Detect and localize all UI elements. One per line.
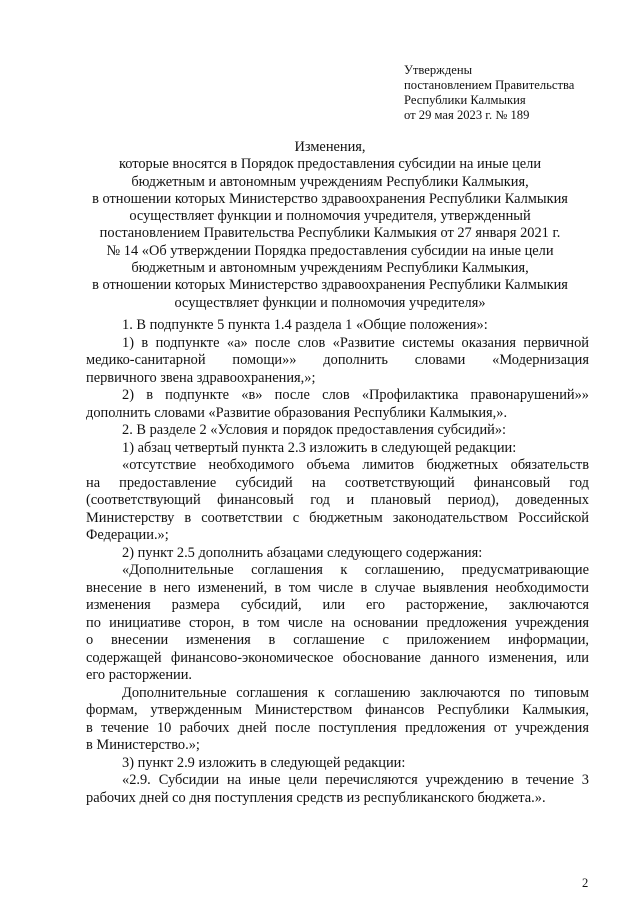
body-line: на предоставление субсидий на соответствующий финансовый год <box>86 474 589 491</box>
document-body <box>86 317 589 807</box>
body-line: Федерации.»; <box>86 527 169 543</box>
body-line: 3) пункт 2.9 изложить в следующей редакции: <box>122 754 406 771</box>
body-line: 2) в подпункте «в» после слов «Профилактика правонарушений»» <box>122 387 589 403</box>
body-line: медико-санитарной помощи»» дополнить словами «Модернизация <box>86 352 589 368</box>
document-title <box>80 139 580 312</box>
body-line: Дополнительные соглашения к соглашению заключаются по типовым <box>122 684 589 701</box>
body-line: 2) пункт 2.5 дополнить абзацами следующего содержания: <box>122 544 483 561</box>
body-line: дополнить словами «Развитие образования Республики Калмыкия,». <box>86 404 508 421</box>
title-line: № 14 «Об утверждении Порядка предоставления субсидии на иные цели <box>106 242 554 259</box>
body-line: 1) абзац четвертый пункта 2.3 изложить в следующей редакции: <box>122 439 517 456</box>
approval-line: постановлением Правительства <box>404 78 575 92</box>
body-line: его расторжении. <box>86 667 193 683</box>
title-line: в отношении которых Министерство здравоохранения Республики Калмыкия <box>92 277 568 294</box>
body-line: 2. В разделе 2 «Условия и порядок предоставления субсидий»: <box>122 422 507 438</box>
body-line: содержащей финансово-экономическое обоснование данного изменения, или <box>86 649 589 666</box>
approval-line: Республики Калмыкия <box>404 93 526 107</box>
title-line: бюджетным и автономным учреждениям Республики Калмыкия, <box>131 173 529 190</box>
body-line: в течение 10 рабочих дней после поступления предложения от учреждения <box>86 719 589 736</box>
title-line: которые вносятся в Порядок предоставления субсидии на иные цели <box>118 156 542 173</box>
title-line: бюджетным и автономным учреждениям Республики Калмыкия, <box>131 260 529 277</box>
body-line: рабочих дней со дня поступления средств из республиканского бюджета.». <box>86 789 546 806</box>
body-line: 1. В подпункте 5 пункта 1.4 раздела 1 «Общие положения»: <box>122 317 488 333</box>
body-line: 1) в подпункте «а» после слов «Развитие системы оказания первичной <box>122 334 589 351</box>
body-line: внесение в него изменений, в том числе в случае выявления необходимости <box>86 579 589 596</box>
title-line: в отношении которых Министерство здравоохранения Республики Калмыкия <box>92 190 568 207</box>
title-line: осуществляет функции и полномочия учредителя, утвержденный <box>129 208 531 225</box>
title-line: Изменения, <box>294 139 366 155</box>
body-line: Министерству в соответствии с бюджетным законодательством Российской <box>86 509 589 526</box>
approval-stamp <box>404 63 624 123</box>
body-line: «2.9. Субсидии на иные цели перечисляются учреждению в течение 3 <box>122 772 589 788</box>
body-line: по инициативе сторон, в том числе на основании предложения учреждения <box>86 614 589 631</box>
body-line: в Министерство.»; <box>86 737 200 753</box>
title-line: постановлением Правительства Республики Калмыкия от 27 января 2021 г. <box>99 225 561 242</box>
body-line: формам, утвержденным Министерством финансов Республики Калмыкия, <box>86 702 589 718</box>
body-line: первичного звена здравоохранения,»; <box>86 369 316 386</box>
page-number: 2 <box>582 876 589 890</box>
body-line: (соответствующий финансовый год и плановый период), доведенных <box>86 492 589 508</box>
approval-line: Утверждены <box>404 63 473 77</box>
approval-line: от 29 мая 2023 г. № 189 <box>404 108 530 122</box>
body-line: о внесении изменения в соглашение с приложением информации, <box>86 632 589 648</box>
body-line: «отсутствие необходимого объема лимитов бюджетных обязательств <box>122 457 589 473</box>
body-line: изменения размера субсидий, или его расторжение, заключаются <box>86 597 589 613</box>
body-line: «Дополнительные соглашения к соглашению, предусматривающие <box>122 562 589 578</box>
title-line: осуществляет функции и полномочия учредителя» <box>174 294 486 311</box>
